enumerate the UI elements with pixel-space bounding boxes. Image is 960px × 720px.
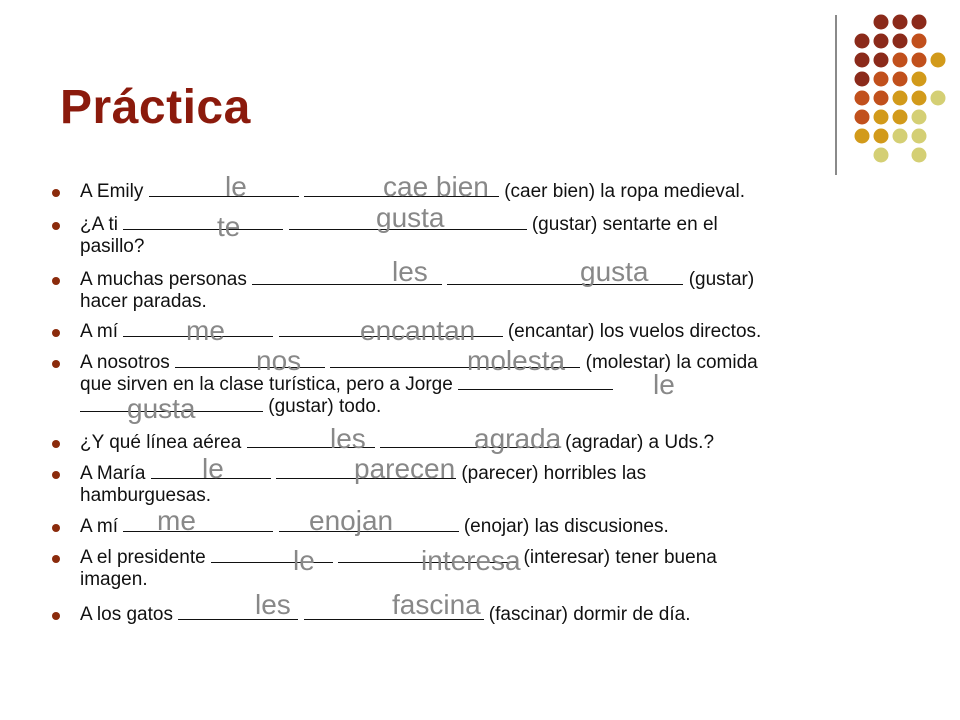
exercise-item-3 [80,269,880,313]
answer-9a: le [293,545,315,576]
answer-blank [149,181,299,197]
bullet-icon [52,277,60,285]
bullet-icon [52,440,60,448]
decorative-dot [855,129,870,144]
answer-7a: le [202,453,224,484]
decorative-dot [893,129,908,144]
exercise-item-8 [80,516,880,538]
decorative-dot [874,110,889,125]
prompt-text: imagen. [80,569,148,590]
prompt-text: hamburguesas. [80,485,211,506]
answer-10a: les [255,589,291,620]
bullet-icon [52,524,60,532]
answer-blank [123,214,283,230]
decorative-dot [912,129,927,144]
decorative-dot [874,72,889,87]
answer-6a: les [330,423,366,454]
prompt-text: (agradar) a Uds.? [565,432,715,453]
decorative-dot [855,72,870,87]
decorative-dot [912,15,927,30]
answer-10b: fascina [392,589,481,620]
prompt-text: que sirven en la clase turística, pero a Jorge [80,374,453,395]
decorative-dot [874,34,889,49]
bullet-icon [52,189,60,197]
prompt-text: (gustar) todo. [268,396,382,417]
prompt-text: (caer bien) la ropa medieval. [504,181,745,202]
answer-6b: agrada [474,423,562,454]
prompt-text: A los gatos [80,604,173,625]
prompt-text: A Emily [80,181,144,202]
prompt-text: hacer paradas. [80,291,207,312]
bullet-icon [52,555,60,563]
prompt-text: (gustar) [688,269,755,290]
decorative-dot [855,91,870,106]
bullet-icon [52,612,60,620]
decorative-dot [874,15,889,30]
answer-7b: parecen [354,453,456,484]
answer-1a: le [225,171,247,202]
prompt-text: (enojar) las discusiones. [463,516,669,537]
decorative-dot [912,148,927,163]
decorative-dot [931,53,946,68]
prompt-text: A María [80,463,146,484]
bullet-icon [52,360,60,368]
slide-title: Práctica [60,81,251,134]
exercise-item-2 [80,211,880,258]
decorative-dot [912,72,927,87]
decorative-dot [893,110,908,125]
decorative-dot [874,53,889,68]
prompt-text: ¿Y qué línea aérea [80,432,242,453]
decorative-dot [874,129,889,144]
answer-4b: encantan [360,315,476,346]
exercise-item-7 [80,463,880,507]
prompt-text: (gustar) sentarte en el [531,214,718,235]
answer-3b: gusta [580,256,649,287]
decorative-dot [855,53,870,68]
decorative-dot [855,34,870,49]
answer-blank [123,516,273,532]
bullet-icon [52,222,60,230]
decorative-dot [912,110,927,125]
decorative-dot [893,53,908,68]
answer-blank [458,374,613,390]
decorative-dot [893,72,908,87]
answer-3a: les [392,256,428,287]
prompt-text: A mí [80,516,119,537]
decorative-dot [912,91,927,106]
prompt-text: (molestar) la comida [585,352,758,373]
answer-5d: gusta [127,393,196,424]
prompt-text: A muchas personas [80,269,247,290]
decorative-dot [874,91,889,106]
prompt-text: (parecer) horribles las [461,463,647,484]
prompt-text: A mí [80,321,119,342]
answer-blank [175,352,325,368]
prompt-text: (encantar) los vuelos directos. [507,321,762,342]
prompt-text: A nosotros [80,352,170,373]
answer-2b: gusta [376,202,445,233]
decorative-dot [893,34,908,49]
decorative-dot [931,91,946,106]
decorative-dot [855,110,870,125]
answer-5a: nos [256,345,302,376]
bullet-icon [52,329,60,337]
answer-1b: cae bien [383,171,489,202]
decorative-dot [893,91,908,106]
answer-2a: te [217,211,241,242]
answer-4a: me [186,315,225,346]
answer-5c: le [653,369,675,400]
prompt-text: (fascinar) dormir de día. [488,604,691,625]
decorative-dot [912,53,927,68]
answer-5b: molesta [467,345,566,376]
decorative-dot [874,148,889,163]
answer-8b: enojan [309,505,394,536]
prompt-text: ¿A ti [80,214,119,235]
bullet-icon [52,471,60,479]
decorative-dot [893,15,908,30]
prompt-text: A el presidente [80,547,206,568]
answer-9b: interesa [421,545,521,576]
prompt-text: (interesar) tener buena [523,547,717,568]
decorative-vertical-line [835,15,837,175]
prompt-text: pasillo? [80,236,145,257]
answer-8a: me [157,505,196,536]
decorative-dot [912,34,927,49]
